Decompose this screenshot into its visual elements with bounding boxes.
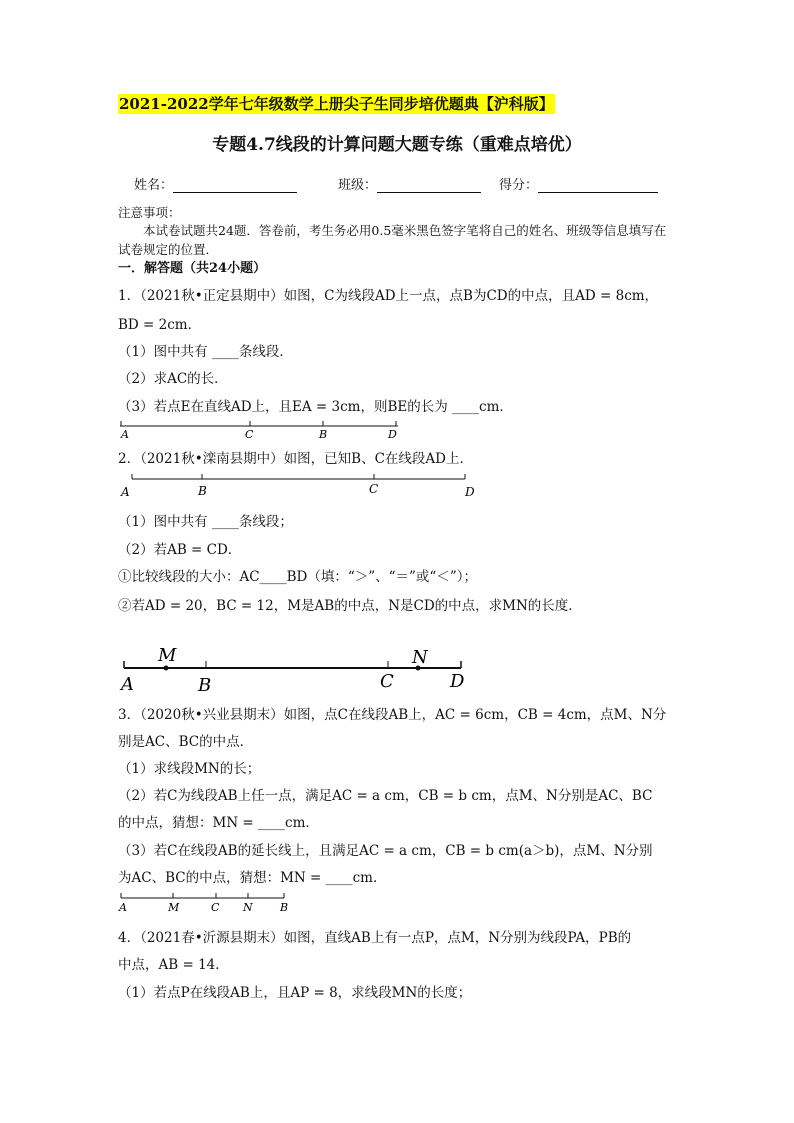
score-label: 得分： [499,178,539,193]
class-blank [377,180,481,193]
name-field [134,174,297,193]
q3-part2-line2: 的中点，猜想：MN = ____cm． [118,815,319,831]
q2-stem: 2．（2021秋•滦南县期中）如图，已知B、C在线段AD上． [118,451,473,467]
q2-sub1: ①比较线段的大小：AC____BD（填：“＞”、“＝”或“＜”）； [118,569,477,585]
q1-label-b: B [319,428,328,441]
score-field [499,174,658,193]
q3-figure [118,890,298,916]
q3-label-m: M [168,901,180,914]
q1-part3: （3）若点E在直线AD上，且EA = 3cm，则BE的长为 ____cm． [118,399,513,415]
q2-label-a: A [121,485,130,499]
q2-label-b: B [198,484,207,498]
q4-part1: （1）若点P在线段AB上，且AP = 8，求线段MN的长度； [118,985,472,1001]
q3-part3-line1: （3）若C在线段AB的延长线上，且满足AC = a cm，CB = b cm(a＞b)，点M、N分别 [118,843,653,859]
q2b-label-n: N [412,647,428,668]
q2-part2: （2）若AB = CD． [118,542,242,558]
q2b-label-m: M [158,645,177,666]
section-heading: 一．解答题（共24小题） [118,261,267,276]
q1-stem-line2: BD = 2cm． [118,317,202,333]
q3-label-b: B [280,901,289,914]
name-label: 姓名： [134,178,174,193]
page-title: 专题4.7线段的计算问题大题专练（重难点培优） [212,135,582,155]
q4-stem-line1: 4．（2021春•沂源县期末）如图，直线AB上有一点P，点M，N分别为线段PA，PB的 [118,930,632,946]
q3-stem-line1: 3．（2020秋•兴业县期末）如图，点C在线段AB上，AC = 6cm，CB = 4cm，点M、N分 [118,707,667,723]
q3-label-n: N [243,901,253,914]
q1-figure [118,418,418,442]
q1-stem-line1: 1．（2021秋•正定县期中）如图，C为线段AD上一点，点B为CD的中点，且AD = 8cm， [118,288,659,304]
q2-part1: （1）图中共有 ____条线段； [118,514,293,530]
q3-label-c: C [211,901,220,914]
q3-part1: （1）求线段MN的长； [118,761,261,777]
class-label: 班级： [338,178,378,193]
q2b-label-a: A [121,674,134,695]
q1-part2: （2）求AC的长． [118,371,228,387]
notes-body: 本试卷试题共24题．答卷前，考生务必用0.5毫米黑色签字笔将自己的姓名、班级等信息填写在试卷规定的位置． [118,223,667,257]
q3-part3-line2: 为AC、BC的中点，猜想：MN = ____cm． [118,870,387,886]
q3-stem-line2: 别是AC、BC的中点． [118,734,254,750]
notes-heading: 注意事项： [118,205,181,220]
q2-label-d: D [465,485,475,499]
q1-label-a: A [121,428,129,441]
q2b-label-d: D [450,671,465,692]
q2-label-c: C [369,482,379,496]
q2b-point-m [164,666,169,671]
q3-part2-line1: （2）若C为线段AB上任一点，满足AC = a cm，CB = b cm，点M、N分别是AC、BC [118,788,653,804]
q1-label-c: C [245,428,254,441]
class-field [338,174,481,193]
name-blank [173,180,297,193]
q2-figure-2 [118,644,478,696]
q2-figure [118,470,488,502]
q2b-label-b: B [198,675,212,696]
series-title: 2021-2022学年七年级数学上册尖子生同步培优题典【沪科版】 [119,95,554,113]
q1-part1: （1）图中共有 ____条线段． [118,344,293,360]
q1-label-d: D [388,428,397,441]
score-blank [538,180,658,193]
q2b-label-c: C [380,671,394,692]
q4-stem-line2: 中点，AB = 14． [118,957,229,973]
q2-sub2: ②若AD = 20，BC = 12，M是AB的中点，N是CD的中点，求MN的长度． [118,598,582,614]
q3-label-a: A [119,901,127,914]
